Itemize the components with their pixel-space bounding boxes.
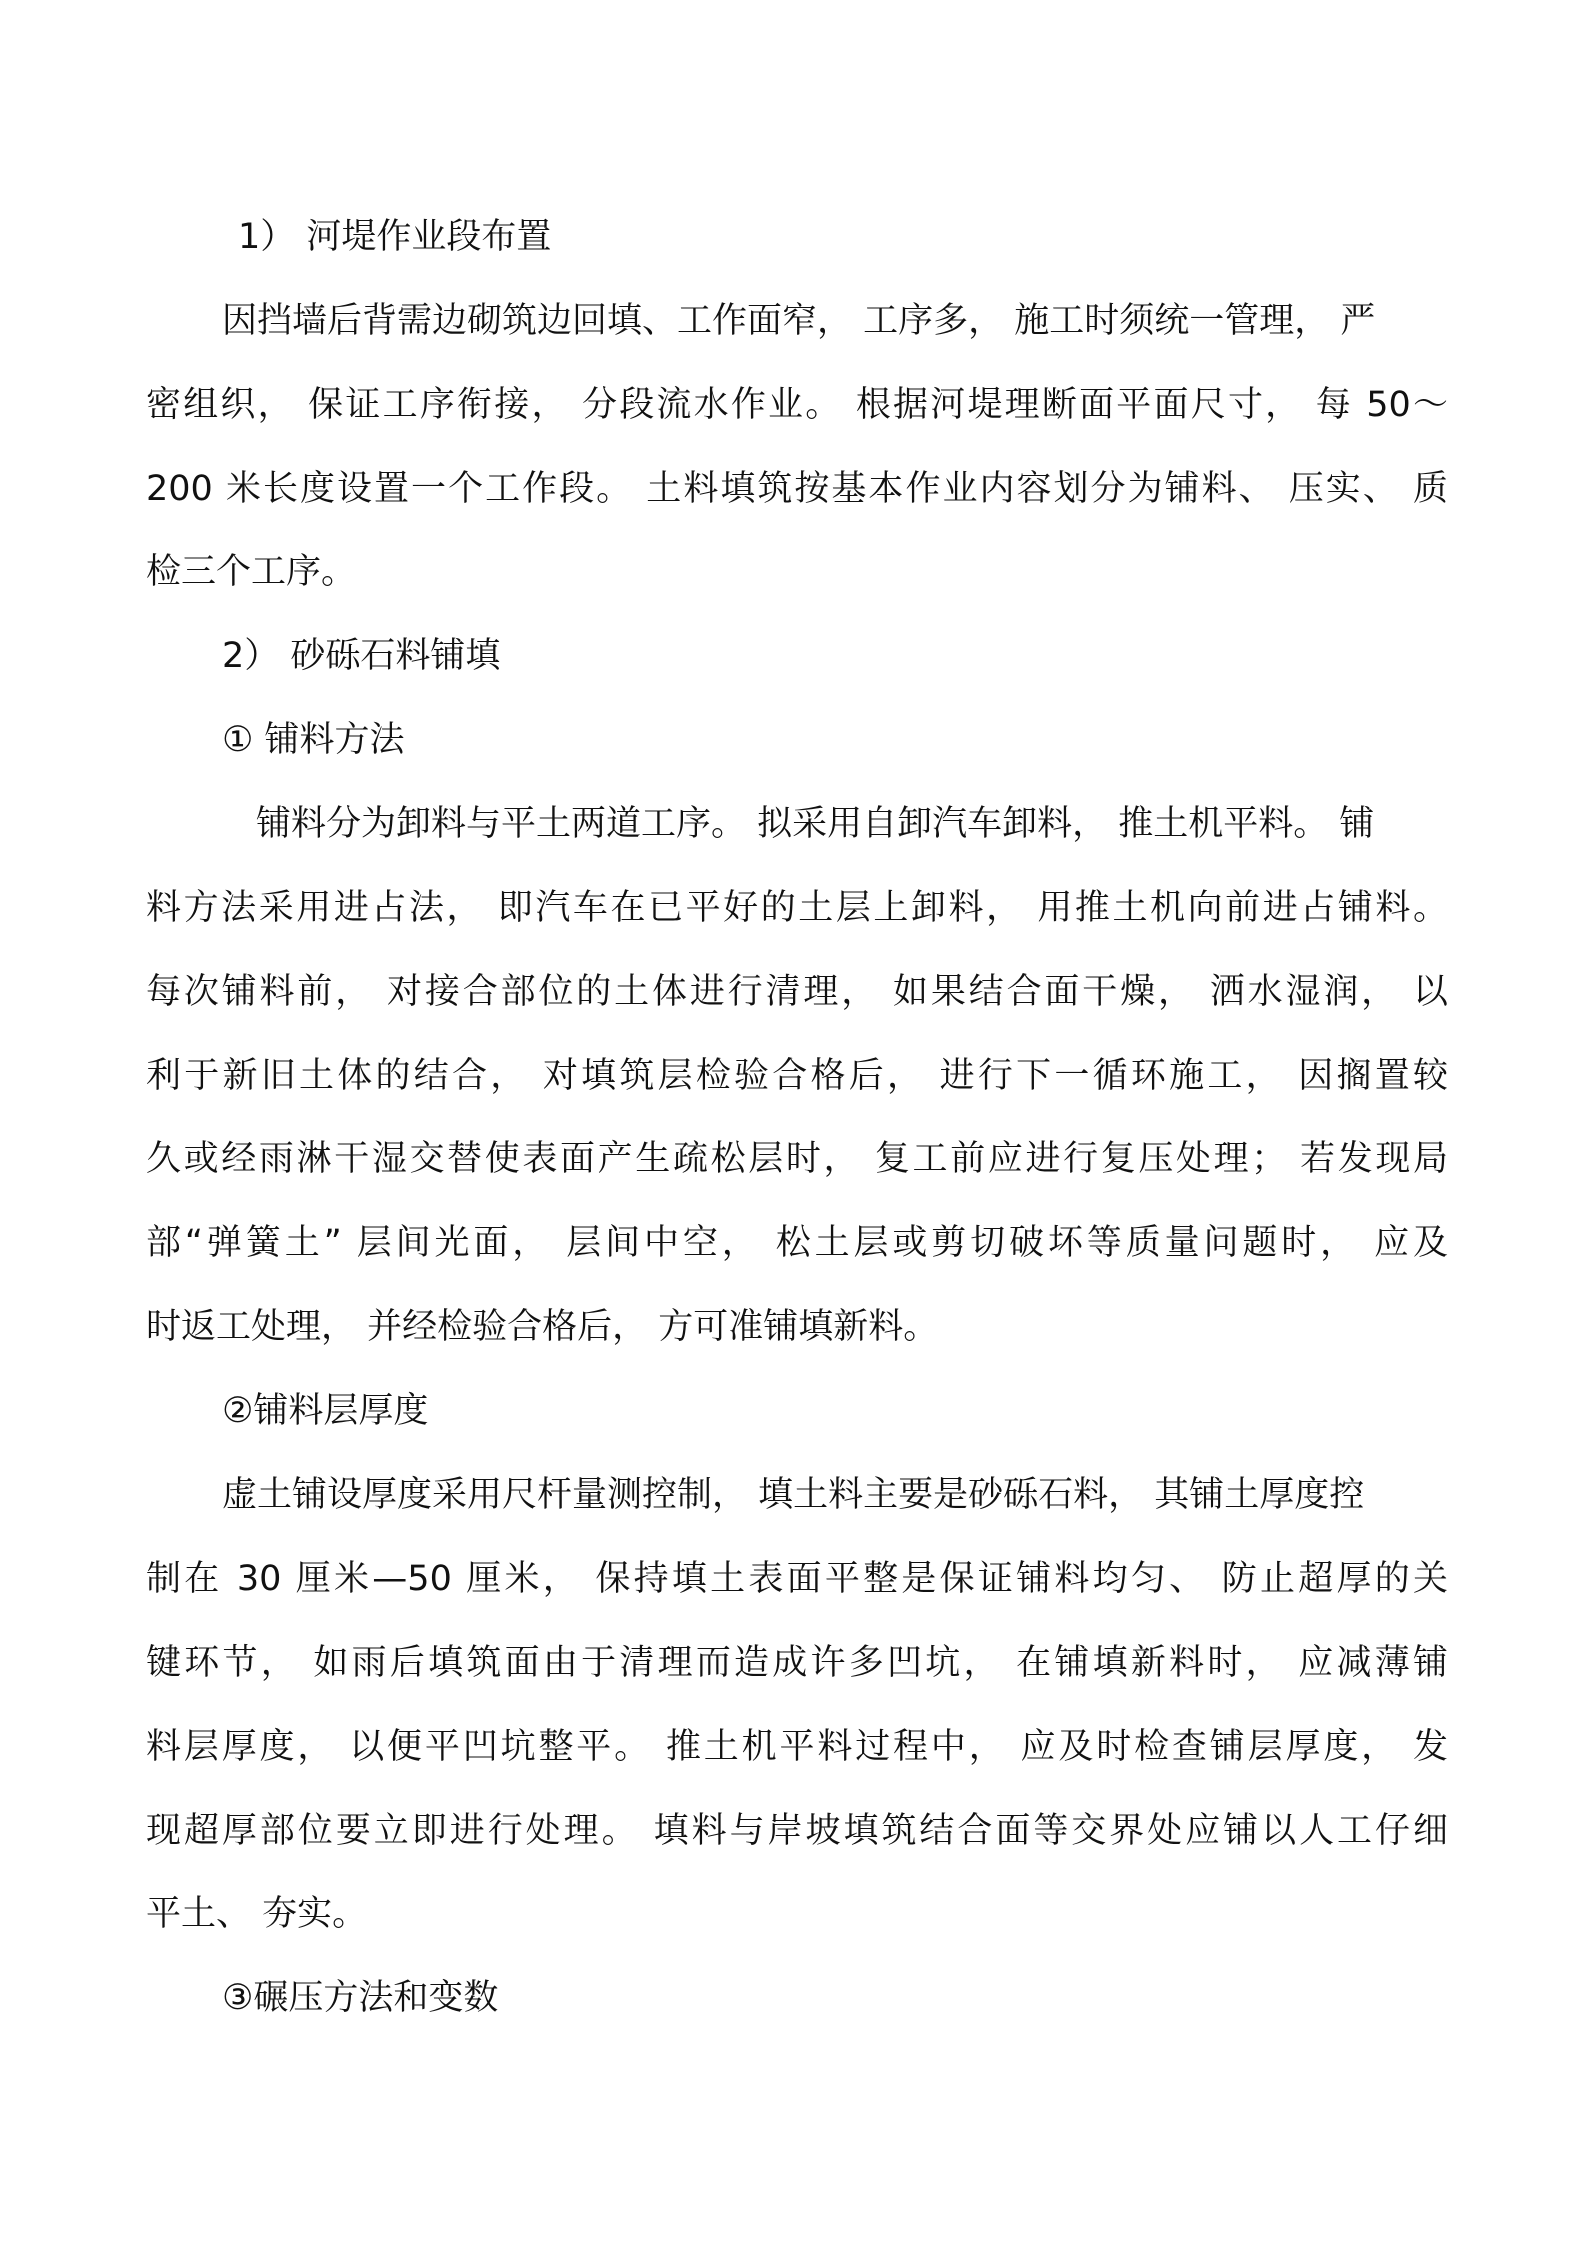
paragraph-line: 部“弹簧土” 层间光面， 层间中空， 松土层或剪切破坏等质量问题时， 应及 bbox=[146, 1223, 1448, 1263]
paragraph-line: 制在 30 厘米—50 厘米， 保持填土表面平整是保证铺料均匀、 防止超厚的关 bbox=[146, 1559, 1448, 1599]
paragraph-line: 每次铺料前， 对接合部位的土体进行清理， 如果结合面干燥， 洒水湿润， 以 bbox=[146, 972, 1448, 1012]
paragraph-line: 利于新旧土体的结合， 对填筑层检验合格后， 进行下一循环施工， 因搁置较 bbox=[146, 1056, 1448, 1096]
section-2-heading: 2） 砂砾石料铺填 bbox=[222, 636, 501, 676]
paragraph-line: 虚土铺设厚度采用尺杆量测控制， 填土料主要是砂砾石料， 其铺土厚度控 bbox=[222, 1475, 1365, 1515]
paragraph-line: 平土、 夯实。 bbox=[146, 1894, 368, 1934]
subsection-3-heading: ③碾压方法和变数 bbox=[222, 1978, 499, 2018]
paragraph-line: 因挡墙后背需边砌筑边回填、工作面窄， 工序多， 施工时须统一管理， 严 bbox=[222, 301, 1376, 341]
paragraph-line: 料方法采用进占法， 即汽车在已平好的土层上卸料， 用推土机向前进占铺料。 bbox=[146, 888, 1448, 928]
paragraph-line: 检三个工序。 bbox=[146, 552, 357, 592]
subsection-2-heading: ②铺料层厚度 bbox=[222, 1391, 429, 1431]
section-1-heading: 1） 河堤作业段布置 bbox=[238, 217, 552, 257]
paragraph-line: 密组织， 保证工序衔接， 分段流水作业。 根据河堤理断面平面尺寸， 每 50～ bbox=[146, 385, 1448, 425]
paragraph-line: 料层厚度， 以便平凹坑整平。 推土机平料过程中， 应及时检查铺层厚度， 发 bbox=[146, 1727, 1448, 1767]
subsection-1-heading: ① 铺料方法 bbox=[222, 720, 405, 760]
paragraph-line: 铺料分为卸料与平土两道工序。 拟采用自卸汽车卸料， 推土机平料。 铺 bbox=[256, 804, 1375, 844]
paragraph-line: 久或经雨淋干湿交替使表面产生疏松层时， 复工前应进行复压处理； 若发现局 bbox=[146, 1139, 1448, 1179]
paragraph-line: 现超厚部位要立即进行处理。 填料与岸坡填筑结合面等交界处应铺以人工仔细 bbox=[146, 1811, 1448, 1851]
paragraph-line: 键环节， 如雨后填筑面由于清理而造成许多凹坑， 在铺填新料时， 应减薄铺 bbox=[146, 1643, 1448, 1683]
paragraph-line: 时返工处理， 并经检验合格后， 方可准铺填新料。 bbox=[146, 1307, 939, 1347]
paragraph-line: 200 米长度设置一个工作段。 土料填筑按基本作业内容划分为铺料、 压实、 质 bbox=[146, 469, 1448, 509]
